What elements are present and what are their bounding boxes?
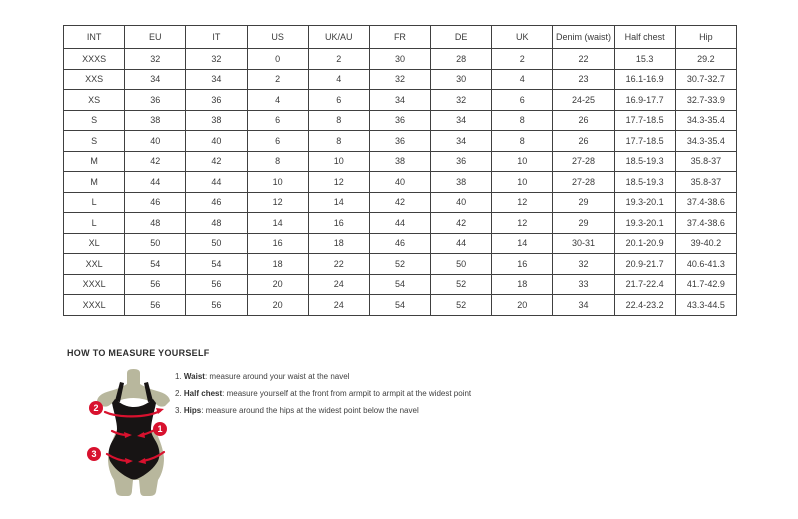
table-cell: 36 <box>431 151 492 172</box>
size-label-cell: S <box>64 131 125 152</box>
step-text: : measure around your waist at the navel <box>204 372 350 381</box>
column-header: UK <box>492 26 553 49</box>
table-cell: 42 <box>125 151 186 172</box>
table-cell: 20.9-21.7 <box>614 254 675 275</box>
table-cell: 52 <box>431 274 492 295</box>
table-cell: 36 <box>125 90 186 111</box>
table-cell: 34 <box>431 131 492 152</box>
table-cell: 34.3-35.4 <box>675 110 736 131</box>
table-cell: 56 <box>186 274 247 295</box>
step-number: 3. <box>175 406 182 415</box>
table-cell: 33 <box>553 274 614 295</box>
table-cell: 16.1-16.9 <box>614 69 675 90</box>
table-cell: 26 <box>553 131 614 152</box>
column-header: INT <box>64 26 125 49</box>
step-term: Waist <box>183 372 205 381</box>
table-row <box>64 172 737 193</box>
column-header: DE <box>431 26 492 49</box>
table-cell: 44 <box>186 172 247 193</box>
column-header: EU <box>125 26 186 49</box>
table-cell: 12 <box>308 172 369 193</box>
column-header: UK/AU <box>308 26 369 49</box>
table-cell: 10 <box>308 151 369 172</box>
table-cell: 54 <box>369 274 430 295</box>
table-cell: 56 <box>125 295 186 316</box>
table-cell: 20.1-20.9 <box>614 233 675 254</box>
table-cell: 56 <box>186 295 247 316</box>
table-cell: 36 <box>369 131 430 152</box>
table-cell: 16 <box>247 233 308 254</box>
table-cell: 6 <box>247 131 308 152</box>
table-cell: 14 <box>247 213 308 234</box>
table-cell: 2 <box>247 69 308 90</box>
table-cell: 24-25 <box>553 90 614 111</box>
table-cell: 46 <box>186 192 247 213</box>
table-cell: 34 <box>553 295 614 316</box>
table-row <box>64 295 737 316</box>
table-cell: 32 <box>125 49 186 70</box>
table-cell: 40 <box>186 131 247 152</box>
table-cell: 34 <box>369 90 430 111</box>
step-text: : measure yourself at the front from armpit to armpit at the widest point <box>222 389 472 398</box>
column-header: Denim (waist) <box>553 26 614 49</box>
table-cell: 40 <box>431 192 492 213</box>
table-cell: 2 <box>492 49 553 70</box>
table-cell: 54 <box>369 295 430 316</box>
table-row <box>64 151 737 172</box>
table-cell: 12 <box>492 192 553 213</box>
size-label-cell: XXS <box>64 69 125 90</box>
marker-hips <box>87 447 101 461</box>
table-cell: 41.7-42.9 <box>675 274 736 295</box>
measure-steps-list <box>175 372 471 423</box>
column-header: FR <box>369 26 430 49</box>
mannequin-illustration <box>84 368 188 500</box>
table-cell: 56 <box>125 274 186 295</box>
size-label-cell: L <box>64 213 125 234</box>
size-label-cell: XS <box>64 90 125 111</box>
table-row <box>64 90 737 111</box>
table-cell: 42 <box>431 213 492 234</box>
mannequin-upper-body <box>97 369 170 407</box>
table-cell: 38 <box>369 151 430 172</box>
camisole-and-briefs <box>109 399 163 480</box>
table-cell: 24 <box>308 295 369 316</box>
table-cell: 18.5-19.3 <box>614 151 675 172</box>
table-cell: 32 <box>369 69 430 90</box>
table-cell: 16 <box>492 254 553 275</box>
table-cell: 35.8-37 <box>675 172 736 193</box>
table-cell: 12 <box>492 213 553 234</box>
measure-step-half-chest <box>175 389 471 399</box>
table-cell: 16 <box>308 213 369 234</box>
table-cell: 35.8-37 <box>675 151 736 172</box>
table-cell: 52 <box>369 254 430 275</box>
table-cell: 38 <box>125 110 186 131</box>
table-cell: 8 <box>492 110 553 131</box>
table-cell: 43.3-44.5 <box>675 295 736 316</box>
table-cell: 30 <box>431 69 492 90</box>
table-row <box>64 49 737 70</box>
table-cell: 30-31 <box>553 233 614 254</box>
svg-text:1: 1 <box>157 424 163 434</box>
table-cell: 39-40.2 <box>675 233 736 254</box>
table-cell: 30.7-32.7 <box>675 69 736 90</box>
table-cell: 22 <box>553 49 614 70</box>
column-header: Hip <box>675 26 736 49</box>
table-cell: 20 <box>492 295 553 316</box>
table-cell: 26 <box>553 110 614 131</box>
table-cell: 29 <box>553 213 614 234</box>
svg-text:3: 3 <box>91 449 97 459</box>
size-label-cell: XXXL <box>64 295 125 316</box>
table-cell: 10 <box>247 172 308 193</box>
measurement-figure <box>84 368 188 500</box>
table-cell: 42 <box>369 192 430 213</box>
table-cell: 18.5-19.3 <box>614 172 675 193</box>
table-cell: 40 <box>369 172 430 193</box>
table-cell: 22 <box>308 254 369 275</box>
measure-step-hips <box>175 406 471 416</box>
table-cell: 52 <box>431 295 492 316</box>
table-cell: 34 <box>186 69 247 90</box>
step-text: : measure around the hips at the widest point below the navel <box>201 406 419 415</box>
step-term: Half chest <box>183 389 223 398</box>
table-cell: 20 <box>247 295 308 316</box>
table-cell: 30 <box>369 49 430 70</box>
table-cell: 32 <box>186 49 247 70</box>
table-cell: 27-28 <box>553 151 614 172</box>
table-cell: 46 <box>125 192 186 213</box>
table-cell: 50 <box>186 233 247 254</box>
table-cell: 17.7-18.5 <box>614 131 675 152</box>
table-cell: 10 <box>492 151 553 172</box>
table-row <box>64 233 737 254</box>
table-cell: 18 <box>308 233 369 254</box>
table-cell: 32.7-33.9 <box>675 90 736 111</box>
table-cell: 14 <box>308 192 369 213</box>
table-row <box>64 274 737 295</box>
size-label-cell: XXXL <box>64 274 125 295</box>
column-header: IT <box>186 26 247 49</box>
table-cell: 4 <box>492 69 553 90</box>
table-cell: 0 <box>247 49 308 70</box>
table-cell: 32 <box>431 90 492 111</box>
table-cell: 50 <box>125 233 186 254</box>
table-cell: 44 <box>369 213 430 234</box>
table-cell: 18 <box>247 254 308 275</box>
table-cell: 28 <box>431 49 492 70</box>
table-cell: 4 <box>308 69 369 90</box>
table-cell: 8 <box>247 151 308 172</box>
table-cell: 36 <box>369 110 430 131</box>
marker-waist <box>153 422 167 436</box>
table-cell: 37.4-38.6 <box>675 213 736 234</box>
table-cell: 50 <box>431 254 492 275</box>
table-cell: 34 <box>125 69 186 90</box>
table-cell: 19.3-20.1 <box>614 192 675 213</box>
table-cell: 8 <box>308 110 369 131</box>
table-body <box>64 49 737 316</box>
column-header: US <box>247 26 308 49</box>
table-row <box>64 131 737 152</box>
size-label-cell: S <box>64 110 125 131</box>
table-cell: 40.6-41.3 <box>675 254 736 275</box>
size-label-cell: XL <box>64 233 125 254</box>
table-cell: 48 <box>125 213 186 234</box>
table-cell: 10 <box>492 172 553 193</box>
table-cell: 22.4-23.2 <box>614 295 675 316</box>
table-cell: 34 <box>431 110 492 131</box>
table-row <box>64 213 737 234</box>
table-cell: 2 <box>308 49 369 70</box>
size-label-cell: M <box>64 172 125 193</box>
size-label-cell: M <box>64 151 125 172</box>
table-cell: 4 <box>247 90 308 111</box>
measure-section-title: HOW TO MEASURE YOURSELF <box>67 348 210 358</box>
step-term: Hips <box>183 406 202 415</box>
column-header: Half chest <box>614 26 675 49</box>
table-cell: 6 <box>308 90 369 111</box>
size-label-cell: XXXS <box>64 49 125 70</box>
table-cell: 36 <box>186 90 247 111</box>
table-cell: 6 <box>492 90 553 111</box>
table-cell: 44 <box>431 233 492 254</box>
table-cell: 29 <box>553 192 614 213</box>
table-cell: 40 <box>125 131 186 152</box>
table-cell: 8 <box>308 131 369 152</box>
table-header-row <box>64 26 737 49</box>
table-row <box>64 110 737 131</box>
table-cell: 44 <box>125 172 186 193</box>
table-cell: 54 <box>125 254 186 275</box>
table-cell: 38 <box>186 110 247 131</box>
step-number: 2. <box>175 389 182 398</box>
table-cell: 42 <box>186 151 247 172</box>
measure-step-waist <box>175 372 471 382</box>
table-cell: 16.9-17.7 <box>614 90 675 111</box>
table-cell: 18 <box>492 274 553 295</box>
svg-text:2: 2 <box>93 403 99 413</box>
table-cell: 37.4-38.6 <box>675 192 736 213</box>
table-cell: 20 <box>247 274 308 295</box>
table-cell: 38 <box>431 172 492 193</box>
table-cell: 23 <box>553 69 614 90</box>
size-label-cell: XXL <box>64 254 125 275</box>
table-row <box>64 254 737 275</box>
table-cell: 46 <box>369 233 430 254</box>
table-cell: 34.3-35.4 <box>675 131 736 152</box>
size-label-cell: L <box>64 192 125 213</box>
table-cell: 21.7-22.4 <box>614 274 675 295</box>
table-cell: 54 <box>186 254 247 275</box>
step-number: 1. <box>175 372 182 381</box>
table-cell: 19.3-20.1 <box>614 213 675 234</box>
table-cell: 15.3 <box>614 49 675 70</box>
table-row <box>64 192 737 213</box>
table-cell: 12 <box>247 192 308 213</box>
table-cell: 29.2 <box>675 49 736 70</box>
marker-chest <box>89 401 103 415</box>
table-cell: 17.7-18.5 <box>614 110 675 131</box>
table-cell: 32 <box>553 254 614 275</box>
table-cell: 24 <box>308 274 369 295</box>
table-cell: 14 <box>492 233 553 254</box>
size-chart-table <box>63 25 737 316</box>
table-cell: 48 <box>186 213 247 234</box>
table-cell: 6 <box>247 110 308 131</box>
table-row <box>64 69 737 90</box>
table-cell: 8 <box>492 131 553 152</box>
table-cell: 27-28 <box>553 172 614 193</box>
